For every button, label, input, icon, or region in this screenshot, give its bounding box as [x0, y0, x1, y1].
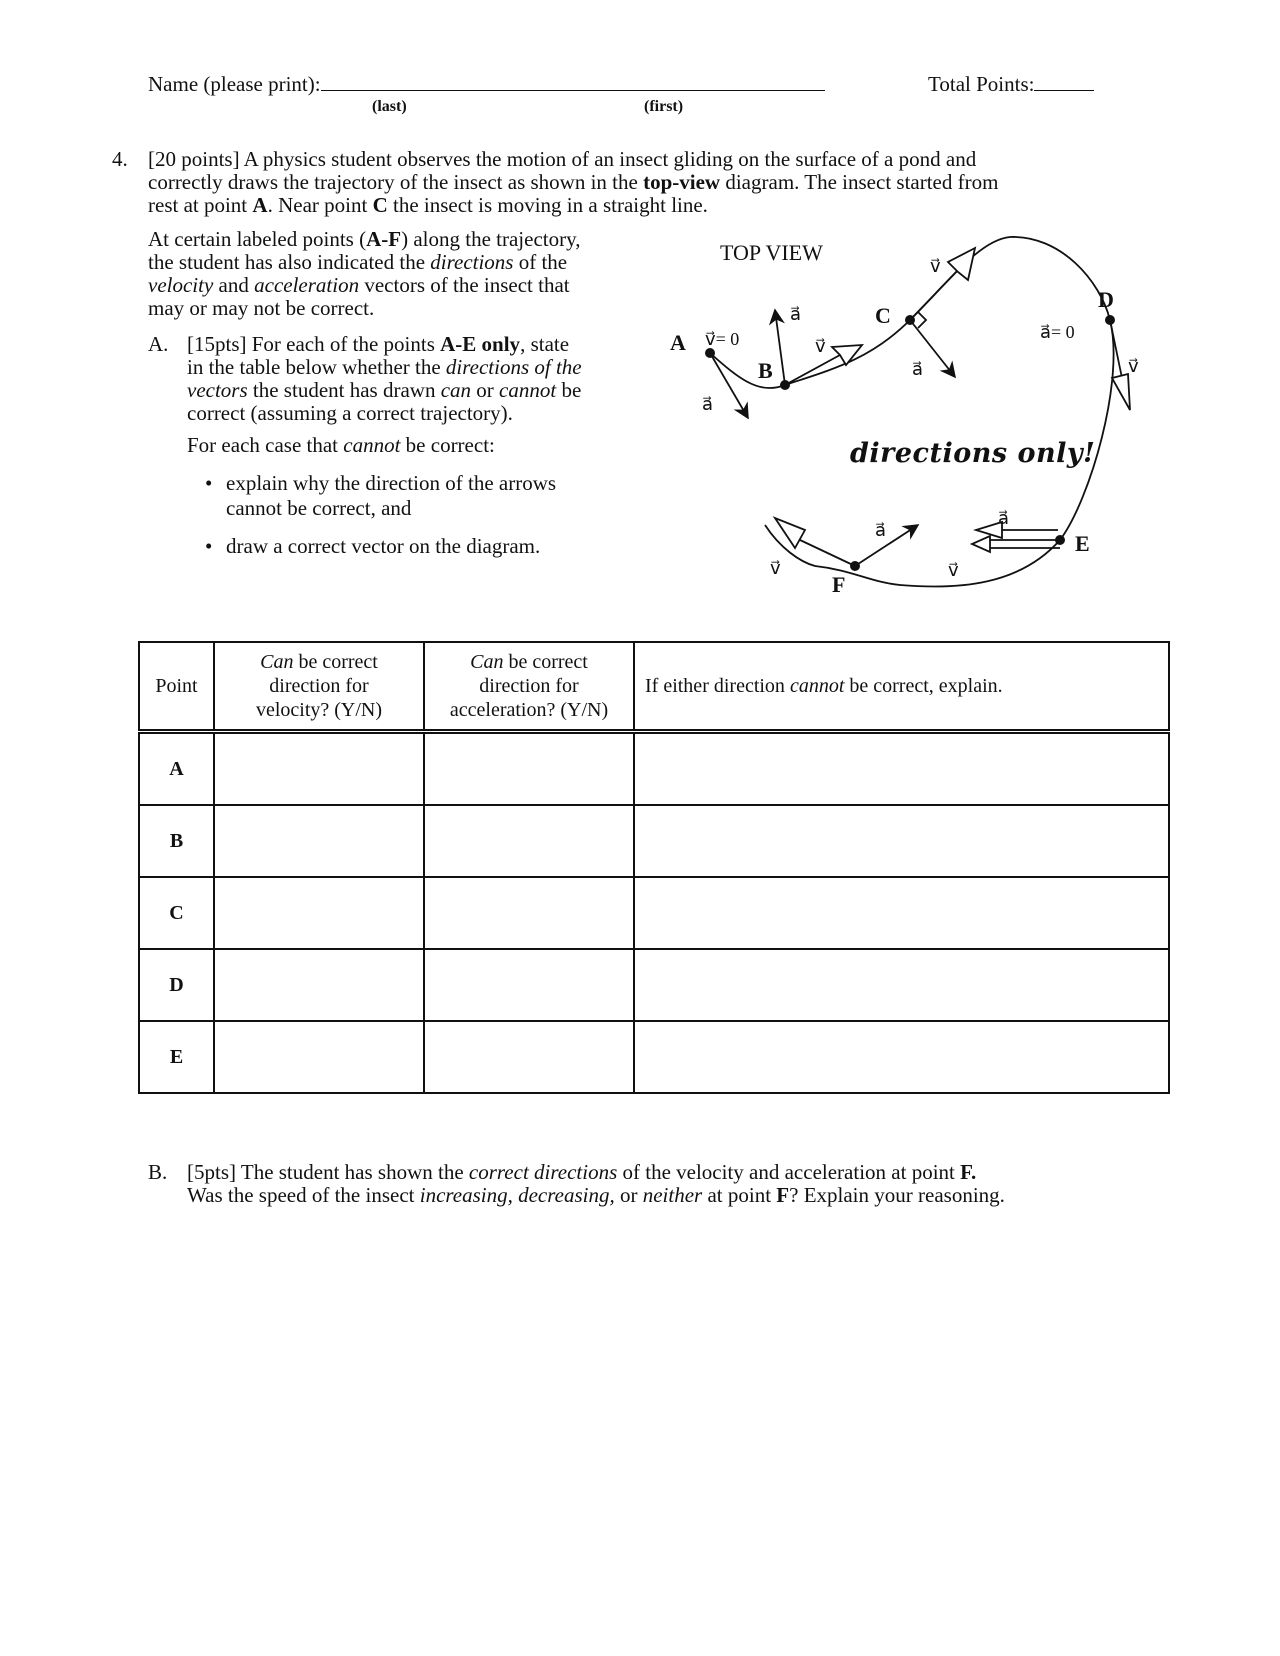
- header-velocity: Can be correct direction for velocity? (Y/N): [214, 642, 424, 732]
- a-v-zero: v⃗= 0: [705, 329, 740, 349]
- e-a-label: a⃗: [998, 508, 1010, 528]
- explanation-cell[interactable]: [634, 805, 1169, 877]
- c-right-angle: [918, 312, 926, 328]
- acceleration-answer-cell[interactable]: [424, 949, 634, 1021]
- name-field[interactable]: [321, 72, 825, 91]
- f-vel-arrow: [800, 540, 855, 566]
- part-a-case-line: For each case that cannot be correct:: [187, 433, 495, 457]
- point-f-dot: [850, 561, 860, 571]
- para-line-3: velocity and acceleration vectors of the insect that: [148, 273, 570, 297]
- table-row: [139, 732, 1169, 806]
- part-b-line-2: Was the speed of the insect increasing, decreasing, or neither at point F? Explain your reasoning.: [187, 1183, 1005, 1207]
- velocity-answer-cell[interactable]: [214, 1021, 424, 1093]
- a-accel-arrow: [710, 353, 748, 418]
- part-b-answer-area[interactable]: [148, 1220, 1148, 1620]
- velocity-answer-cell[interactable]: [214, 877, 424, 949]
- row-point-label: B: [139, 805, 214, 877]
- d-v-label: v⃗: [1128, 356, 1139, 376]
- total-line: [928, 72, 1094, 96]
- total-field[interactable]: [1034, 72, 1094, 91]
- acceleration-answer-cell[interactable]: [424, 877, 634, 949]
- label-d: D: [1098, 287, 1114, 312]
- e-accel-head: [972, 536, 990, 552]
- first-label: (first): [644, 98, 684, 115]
- problem-number: 4.: [112, 147, 128, 171]
- trajectory-curve: [710, 237, 1114, 587]
- label-a: A: [670, 330, 686, 355]
- part-a-line-1: [15pts] For each of the points A-E only, state: [187, 332, 570, 356]
- explanation-cell[interactable]: [634, 1021, 1169, 1093]
- bullet-2: draw a correct vector on the diagram.: [226, 534, 541, 558]
- intro-line-1: [20 points] A physics student observes the motion of an insect gliding on the surface of a pond and: [148, 147, 977, 171]
- c-v-label: v⃗: [930, 256, 941, 276]
- point-b-dot: [780, 380, 790, 390]
- acceleration-answer-cell[interactable]: [424, 805, 634, 877]
- name-line: [148, 72, 825, 96]
- point-c-dot: [905, 315, 915, 325]
- b-a-label: a⃗: [790, 304, 802, 324]
- intro-line-2: correctly draws the trajectory of the insect as shown in the top-view diagram. The insect started from: [148, 170, 999, 194]
- b-accel-arrow: [775, 310, 785, 385]
- point-d-dot: [1105, 315, 1115, 325]
- explanation-cell[interactable]: [634, 877, 1169, 949]
- d-a-zero: a⃗= 0: [1040, 322, 1075, 342]
- label-e: E: [1075, 531, 1090, 556]
- header-acceleration: Can be correct direction for acceleration? (Y/N): [424, 642, 634, 732]
- a-a-label: a⃗: [702, 394, 714, 414]
- intro-line-3: rest at point A. Near point C the insect is moving in a straight line.: [148, 193, 708, 217]
- c-a-label: a⃗: [912, 359, 924, 379]
- f-accel-arrow: [855, 525, 918, 566]
- para-line-2: the student has also indicated the directions of the: [148, 250, 568, 274]
- table-header-row: [139, 642, 1169, 732]
- label-b: B: [758, 358, 773, 383]
- acceleration-answer-cell[interactable]: [424, 732, 634, 806]
- bullet-dot-2: •: [205, 534, 213, 558]
- velocity-answer-cell[interactable]: [214, 949, 424, 1021]
- row-point-label: E: [139, 1021, 214, 1093]
- part-a-line-4: correct (assuming a correct trajectory).: [187, 401, 513, 425]
- velocity-answer-cell[interactable]: [214, 732, 424, 806]
- label-c: C: [875, 303, 891, 328]
- trajectory-diagram: [640, 220, 1180, 610]
- b-vel-arrow: [785, 355, 840, 385]
- row-point-label: D: [139, 949, 214, 1021]
- row-point-label: C: [139, 877, 214, 949]
- header-explain: If either direction cannot be correct, explain.: [634, 642, 1169, 732]
- table-row: [139, 877, 1169, 949]
- f-a-label: a⃗: [875, 520, 887, 540]
- e-v-label: v⃗: [948, 560, 959, 580]
- diagram-title: TOP VIEW: [720, 240, 823, 265]
- label-f: F: [832, 572, 846, 597]
- part-b-label: B.: [148, 1160, 168, 1184]
- part-a-line-2: in the table below whether the directions of the: [187, 355, 582, 379]
- answer-table: [138, 641, 1170, 1094]
- bullet-1-line-1: explain why the direction of the arrows: [226, 471, 557, 495]
- velocity-answer-cell[interactable]: [214, 805, 424, 877]
- point-e-dot: [1055, 535, 1065, 545]
- d-vel-arrow: [1110, 320, 1122, 378]
- acceleration-answer-cell[interactable]: [424, 1021, 634, 1093]
- total-label: Total Points:: [928, 72, 1035, 96]
- explanation-cell[interactable]: [634, 949, 1169, 1021]
- b-v-label: v⃗: [815, 336, 826, 356]
- para-line-1: At certain labeled points (A-F) along the trajectory,: [148, 227, 581, 251]
- table-row: [139, 949, 1169, 1021]
- part-a-label: A.: [148, 332, 169, 356]
- row-point-label: A: [139, 732, 214, 806]
- directions-only-annotation: directions only!: [850, 438, 1096, 469]
- part-a-line-3: vectors the student has drawn can or cannot be: [187, 378, 582, 402]
- table-row: [139, 805, 1169, 877]
- last-label: (last): [372, 98, 407, 115]
- point-a-dot: [705, 348, 715, 358]
- part-b-line-1: [5pts] The student has shown the correct directions of the velocity and acceleration at point F.: [187, 1160, 977, 1184]
- bullet-dot-1: •: [205, 471, 213, 495]
- header-point: Point: [139, 642, 214, 732]
- table-row: [139, 1021, 1169, 1093]
- f-v-label: v⃗: [770, 558, 781, 578]
- bullet-1-line-2: cannot be correct, and: [226, 496, 412, 520]
- para-line-4: may or may not be correct.: [148, 296, 375, 320]
- explanation-cell[interactable]: [634, 732, 1169, 806]
- name-label: Name (please print):: [148, 72, 321, 96]
- b-vel-head: [832, 345, 862, 365]
- d-vel-head: [1112, 374, 1130, 410]
